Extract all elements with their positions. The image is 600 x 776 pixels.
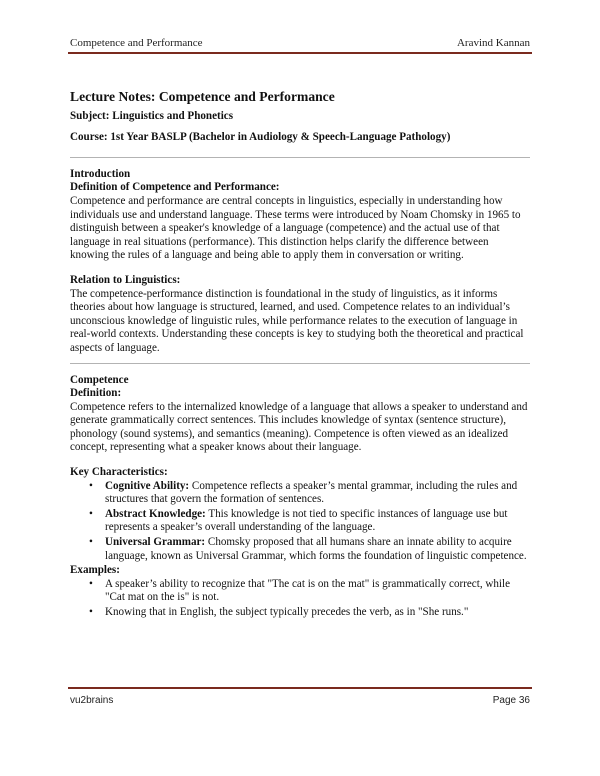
characteristic-text: This knowledge is not tied to specific instances of language use but represents a speaker’s overall understanding of the language.	[105, 507, 508, 534]
examples-heading: Examples:	[70, 564, 120, 577]
introduction-heading: Introduction	[70, 167, 131, 180]
header-author: Aravind Kannan	[456, 37, 530, 49]
characteristic-text: Chomsky proposed that all humans share an innate ability to acquire language, known as Universal Grammar, which forms the foundation of linguistic competence.	[105, 536, 527, 562]
section-divider	[70, 157, 530, 158]
section-divider	[70, 363, 530, 364]
characteristics-list	[70, 480, 530, 564]
characteristic-term: Abstract Knowledge:	[105, 507, 206, 520]
footer-brand: vu2brains	[70, 695, 114, 706]
relation-paragraph: The competence-performance distinction is foundational in the study of linguistics, as it informs theories about how language is structured, learned, and used. Competence relates to an individual’s unconscious knowledge of linguistic rules, while performance relates to the execution of language in real-world contexts. Understanding these concepts is key to studying both the theoretical and practical aspects of language.	[70, 287, 524, 354]
relation-heading: Relation to Linguistics:	[70, 273, 181, 286]
competence-heading: Competence	[70, 373, 129, 386]
definition-heading: Definition of Competence and Performance:	[70, 181, 280, 194]
competence-definition-paragraph: Competence refers to the internalized knowledge of a language that allows a speaker to understand and generate grammatically correct sentences. This includes knowledge of syntax (sentence structure), phonology (sound systems), and semantics (meaning). Competence is often viewed as an idealized concept, representing what a speaker knows about their language.	[70, 400, 528, 454]
characteristic-text: Competence reflects a speaker’s mental grammar, including the rules and structures that govern the formation of sentences.	[105, 479, 518, 506]
characteristic-term: Universal Grammar:	[105, 536, 206, 549]
page-content	[70, 90, 530, 621]
footer-rule	[68, 687, 532, 689]
header-rule	[68, 52, 532, 54]
examples-list	[70, 578, 530, 620]
list-item: • A speaker’s ability to recognize that "The cat is on the mat" is grammatically correct, while "Cat mat on the is" is not.	[105, 578, 530, 605]
characteristics-heading: Key Characteristics:	[70, 466, 168, 479]
definition-paragraph: Competence and performance are central concepts in linguistics, especially in understanding how individuals use and understand language. These terms were introduced by Noam Chomsky in 1965 to distinguish between a speaker's knowledge of a language (competence) and the actual use of that language in real situations (performance). This distinction helps clarify the difference between knowing the rules of a language and being able to apply them in conversation or writing.	[70, 194, 521, 262]
list-item	[105, 536, 530, 563]
page-number: Page 36	[492, 695, 530, 706]
header-title: Competence and Performance	[70, 37, 203, 49]
list-item	[105, 480, 530, 507]
subject-line: Subject: Linguistics and Phonetics	[70, 109, 234, 122]
competence-definition-heading: Definition:	[70, 387, 122, 400]
page-title: Lecture Notes: Competence and Performance	[70, 89, 335, 104]
characteristic-term: Cognitive Ability:	[105, 479, 190, 492]
list-item	[105, 508, 530, 535]
course-line: Course: 1st Year BASLP (Bachelor in Audiology & Speech-Language Pathology)	[70, 131, 451, 144]
list-item: • Knowing that in English, the subject typically precedes the verb, as in "She runs."	[105, 606, 530, 620]
